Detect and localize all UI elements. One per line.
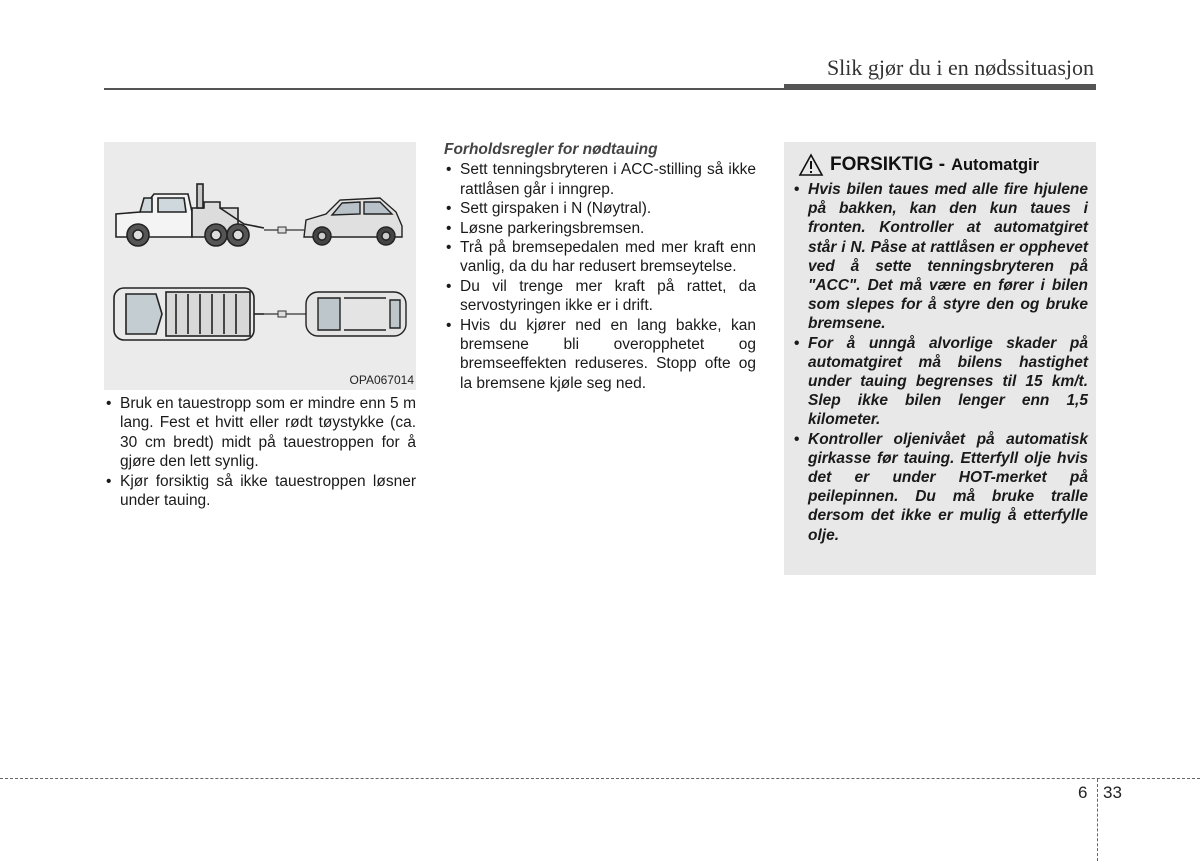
tow-truck-side	[116, 184, 264, 246]
caution-heading	[798, 150, 1088, 180]
figure-code: OPA067014	[349, 373, 414, 387]
caution-title: FORSIKTIG -	[830, 154, 946, 175]
tow-truck-top	[114, 288, 264, 340]
warning-triangle-icon	[798, 153, 824, 177]
caution-box	[784, 142, 1096, 575]
list-item: • Sett girspaken i N (Nøytral).	[444, 199, 756, 218]
footer-divider	[0, 778, 1200, 779]
list-item: • Du vil trenge mer kraft på rattet, da servostyringen ikke er i drift.	[444, 277, 756, 316]
towed-car-side	[304, 198, 402, 245]
page-number: 33	[1103, 783, 1122, 802]
list-item: • Hvis du kjører ned en lang bakke, kan bremsene bli overopphetet og bremseeffekten reduseres. Stopp ofte og la bremsene kjøle seg ned.	[444, 316, 756, 394]
list-item: • Kontroller oljenivået på automatisk girkasse før tauing. Etterfyll olje hvis det er under HOT-merket på peilepinnen. Du må bruke tralle dersom det ikke er mulig å etterfylle olje.	[792, 430, 1088, 545]
header-title: Slik gjør du i en nødssituasjon	[826, 55, 1094, 80]
emergency-towing-precautions	[444, 140, 756, 393]
list-item: • Bruk en tauestropp som er mindre enn 5 m lang. Fest et hvitt eller rødt tøystykke (ca. 30 cm bredt) midt på tauestroppen for å gjøre den lett synlig.	[104, 394, 416, 472]
header-rule-accent	[784, 84, 1096, 90]
list-item: • For å unngå alvorlige skader på automatgiret må bilens hastighet under tauing begrenses til 15 km/t. Slep ikke bilen lenger enn 1,5 kilometer.	[792, 334, 1088, 430]
towed-car-top	[306, 292, 406, 336]
section-heading: Forholdsregler for nødtauing	[444, 141, 658, 158]
header-rule	[104, 88, 784, 90]
footer-vertical-divider	[1097, 779, 1098, 861]
list-item: • Hvis bilen taues med alle fire hjulene på bakken, kan den kun taues i fronten. Kontroller at automatgiret står i N. Påse at rattlåsen er opphevet ved å sette tenningsbryteren på "ACC". Det må være en fører i bilen som slepes for å styre den og bruke bremsene.	[792, 180, 1088, 334]
list-item: • Løsne parkeringsbremsen.	[444, 219, 756, 238]
towing-illustration	[104, 142, 416, 390]
list-item: • Kjør forsiktig så ikke tauestroppen løsner under tauing.	[104, 472, 416, 511]
towing-diagram	[104, 142, 416, 390]
strap-instructions	[104, 394, 416, 510]
caution-subtitle: Automatgir	[951, 155, 1040, 174]
list-item: • Sett tenningsbryteren i ACC-stilling så ikke rattlåsen går i inngrep.	[444, 160, 756, 199]
list-item: • Trå på bremsepedalen med mer kraft enn vanlig, da du har redusert bremseytelse.	[444, 238, 756, 277]
chapter-number: 6	[1078, 783, 1088, 802]
